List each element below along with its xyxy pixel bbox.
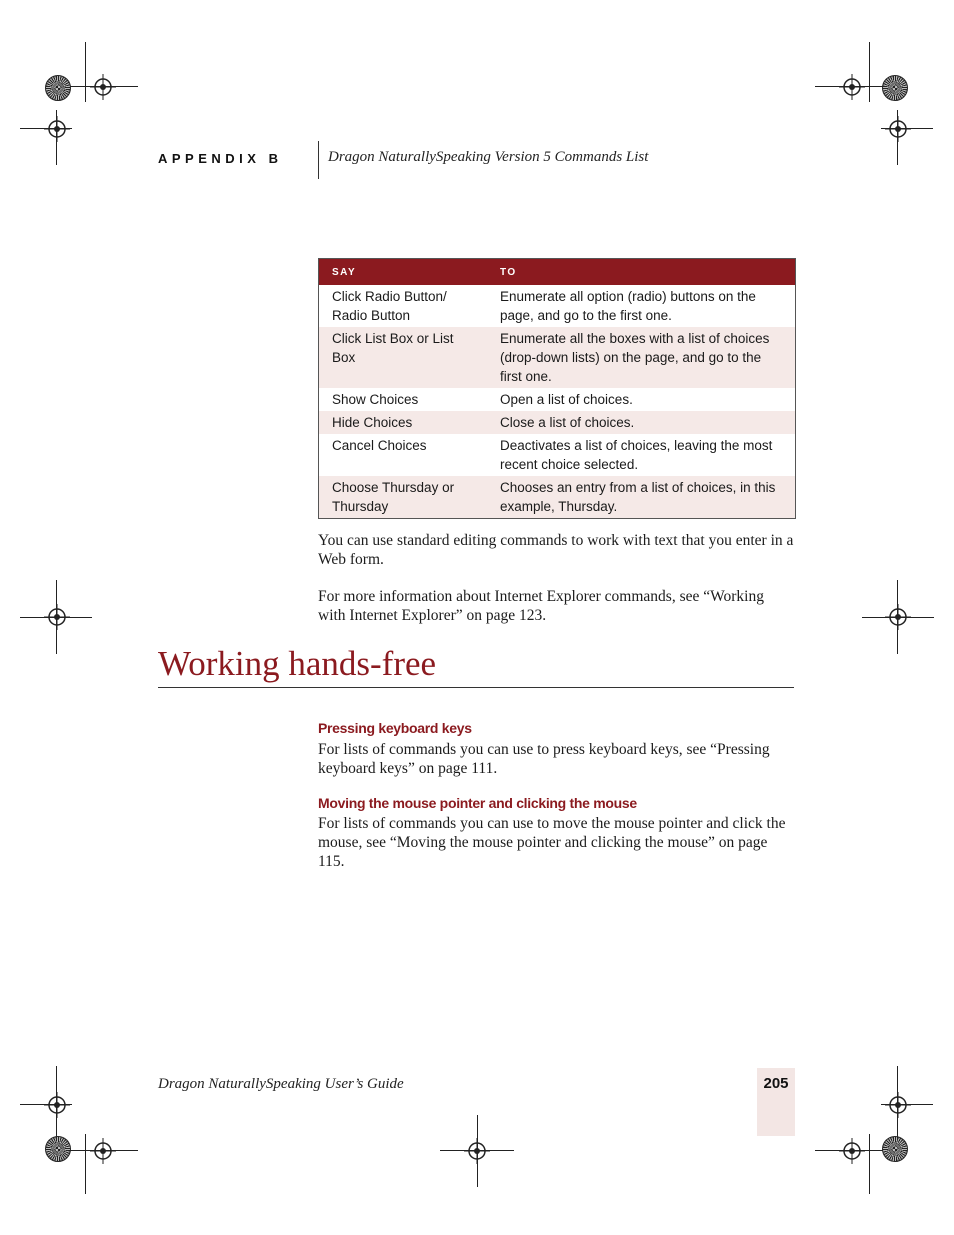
registration-mark-icon [881,112,915,146]
registration-mark-icon [86,1134,120,1168]
registration-mark-icon [881,600,915,634]
registration-mark-icon [40,600,74,634]
table-row [319,434,795,476]
paragraph-mouse-pointer: For lists of commands you can use to move the mouse pointer and click the mouse, see “Moving the mouse pointer and clicking the mouse” on page 115. [318,815,786,870]
paragraph-keyboard-keys: For lists of commands you can use to press keyboard keys, see “Pressing keyboard keys” on page 111. [318,741,770,777]
color-bar-disc-icon [45,75,71,101]
table-header-row [319,259,795,285]
column-header-to: TO [487,259,795,285]
header-divider [318,141,319,179]
say-cell: Show Choices [332,392,419,407]
color-bar-disc-icon [882,1136,908,1162]
paragraph-internet-explorer: For more information about Internet Explorer commands, see “Working with Internet Explorer” on page 123. [318,588,764,624]
registration-mark-icon [86,70,120,104]
say-cell: Click List Box or List Box [319,327,487,388]
to-cell: Chooses an entry from a list of choices, in this example, Thursday. [487,476,795,518]
color-bar-disc-icon [45,1136,71,1162]
to-cell: Deactivates a list of choices, leaving the most recent choice selected. [500,438,773,472]
say-cell: Choose Thursday or Thursday [319,476,487,518]
footer-title: Dragon NaturallySpeaking User’s Guide [158,1076,404,1092]
registration-mark-icon [835,1134,869,1168]
table-row [319,476,795,518]
table-row [319,285,795,327]
subheading-mouse-pointer: Moving the mouse pointer and clicking the mouse [318,795,637,811]
registration-mark-icon [40,112,74,146]
color-bar-disc-icon [882,75,908,101]
registration-mark-icon [835,70,869,104]
to-cell: Close a list of choices. [487,411,795,434]
column-header-say: SAY [319,259,487,285]
table-row [319,388,795,411]
section-divider [158,687,794,688]
registration-mark-icon [460,1134,494,1168]
table-row [319,327,795,388]
paragraph-web-form: You can use standard editing commands to work with text that you enter in a Web form. [318,532,794,568]
to-cell: Open a list of choices. [500,392,633,407]
subheading-keyboard-keys: Pressing keyboard keys [318,720,472,736]
section-title: Working hands-free [158,644,437,683]
to-cell: Enumerate all option (radio) buttons on the page, and go to the first one. [500,289,756,323]
table-row [319,411,795,434]
running-title: Dragon NaturallySpeaking Version 5 Commands List [328,149,649,165]
commands-table [318,258,796,519]
to-cell: Enumerate all the boxes with a list of choices (drop-down lists) on the page, and go to the first one. [487,327,795,388]
registration-mark-icon [881,1088,915,1122]
appendix-label: APPENDIX B [158,151,283,166]
registration-mark-icon [40,1088,74,1122]
say-cell: Click Radio Button/ Radio Button [332,289,447,323]
say-cell: Cancel Choices [332,438,427,453]
say-cell: Hide Choices [319,411,487,434]
page-number: 205 [763,1075,789,1092]
